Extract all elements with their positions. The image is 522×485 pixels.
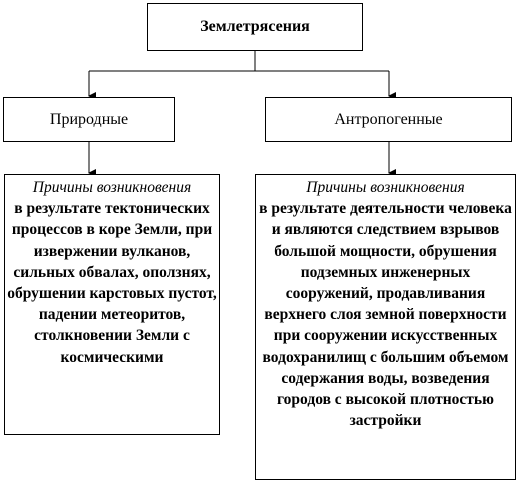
root-label: Землетрясения: [200, 18, 310, 35]
category-natural: [3, 97, 175, 142]
natural-causes-text: в результате тектонических процессов в коре Земли, при извержении вулканов, сильных обвалах, оползнях, обрушении карстовых пустот, падении метеоритов, столкновении Земли с космическими: [7, 200, 217, 366]
anthropogenic-causes-box: [255, 174, 516, 480]
natural-causes-box: [4, 174, 220, 435]
natural-causes-title: Причины возникновения: [32, 179, 192, 196]
anthropogenic-causes-text: в результате деятельности человека и являются следствием взрывов большой мощности, обрушения подземных инженерных сооружений, продавливания верхнего слоя земной поверхности при сооружении искусственных водохранилищ с большим объемом содержания воды, возведения городов с высокой плотностью застройки: [259, 200, 512, 430]
category-anthropogenic: [265, 97, 512, 142]
category-natural-label: Природные: [49, 110, 129, 128]
anthropogenic-causes-title: Причины возникновения: [306, 179, 465, 196]
category-anthropogenic-label: Антропогенные: [334, 110, 443, 128]
root-node: [147, 3, 363, 51]
